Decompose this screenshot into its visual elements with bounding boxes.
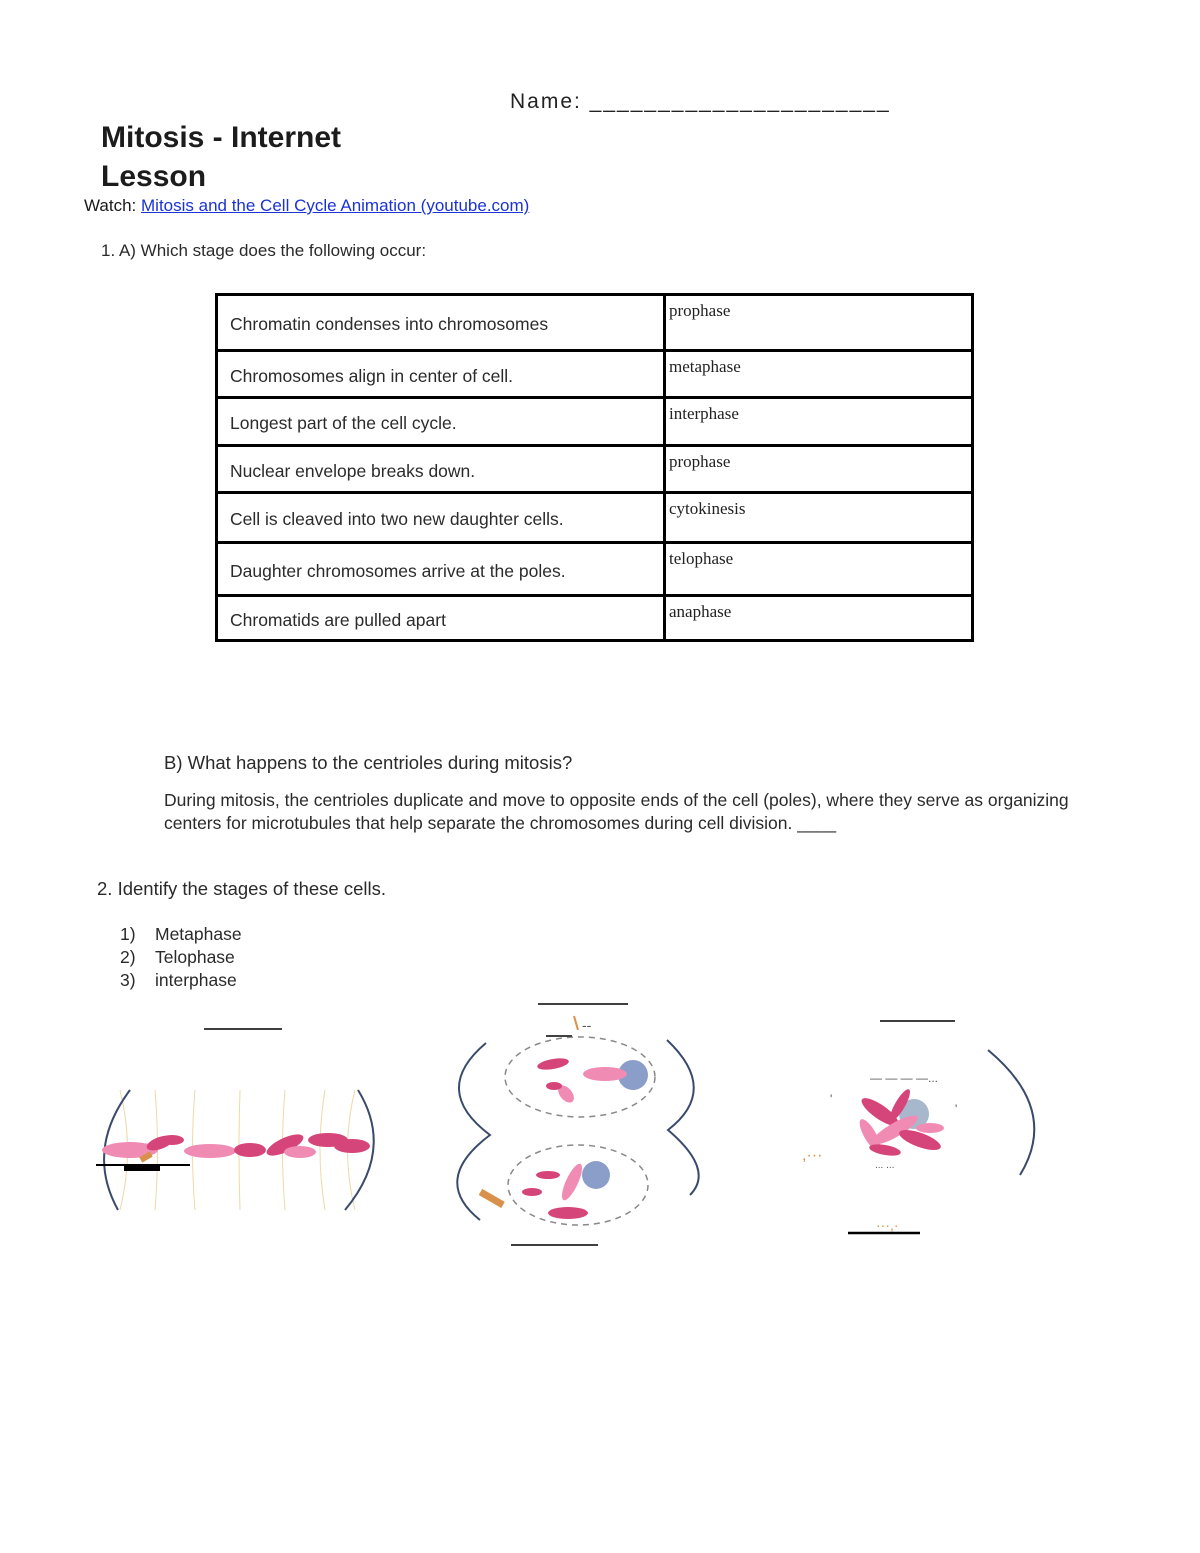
svg-text:': ' xyxy=(830,1092,833,1106)
event-cell: Chromatids are pulled apart xyxy=(218,597,666,639)
nucleolus xyxy=(582,1161,610,1189)
event-cell: Longest part of the cell cycle. xyxy=(218,399,666,444)
event-cell: Daughter chromosomes arrive at the poles. xyxy=(218,544,666,594)
aligned-chromosomes xyxy=(102,1130,370,1160)
event-cell: Cell is cleaved into two new daughter cells. xyxy=(218,494,666,541)
answer-cell: telophase xyxy=(669,549,734,568)
answer-cell: cytokinesis xyxy=(669,499,746,518)
answer-cell: anaphase xyxy=(669,602,732,621)
stage-answer-list xyxy=(120,923,242,992)
svg-text:': ' xyxy=(955,1102,958,1116)
svg-text:···,·: ···,· xyxy=(876,1217,899,1233)
watch-label: Watch: xyxy=(84,196,141,215)
table-row xyxy=(218,494,971,544)
table-row xyxy=(218,296,971,352)
table-row xyxy=(218,447,971,494)
page-title xyxy=(101,118,341,196)
svg-text:— — — —...: — — — —... xyxy=(870,1071,939,1085)
table-row xyxy=(218,597,971,639)
svg-text:--: -- xyxy=(582,1017,592,1033)
event-cell: Nuclear envelope breaks down. xyxy=(218,447,666,491)
table-row xyxy=(218,399,971,447)
watch-line xyxy=(84,196,529,216)
list-item: 3) interphase xyxy=(120,970,237,990)
question-b-answer: During mitosis, the centrioles duplicate and move to opposite ends of the cell (poles), where they serve as organizing centers for microtubules that help separate the chromosomes during cell division. ____ xyxy=(164,790,1069,833)
centriole: ,··· xyxy=(802,1147,823,1164)
table-row xyxy=(218,352,971,399)
list-item: 1) Metaphase xyxy=(120,924,242,944)
question-1a-prompt: 1. A) Which stage does the following occur: xyxy=(101,241,427,260)
name-field-label: Name: ______________________ xyxy=(510,90,891,113)
title-line-1: Mitosis - Internet xyxy=(101,121,342,154)
question-b-prompt: B) What happens to the centrioles during mitosis? xyxy=(164,752,573,773)
answer-cell: prophase xyxy=(669,301,731,320)
telophase-cell-illustration xyxy=(457,1004,698,1245)
list-item: 2) Telophase xyxy=(120,947,235,967)
event-cell: Chromatin condenses into chromosomes xyxy=(218,296,666,349)
event-cell: Chromosomes align in center of cell. xyxy=(218,352,666,396)
interphase-cell-illustration xyxy=(802,1021,1034,1233)
video-link[interactable]: Mitosis and the Cell Cycle Animation (youtube.com) xyxy=(141,196,530,215)
stage-table xyxy=(215,293,974,642)
answer-cell: interphase xyxy=(669,404,739,423)
metaphase-cell-illustration xyxy=(96,1029,374,1210)
question-2-prompt: 2. Identify the stages of these cells. xyxy=(97,878,386,899)
cell-membrane-right xyxy=(988,1050,1034,1175)
cell-membrane-right xyxy=(667,1040,699,1195)
answer-cell: metaphase xyxy=(669,357,741,376)
centriole xyxy=(479,1189,505,1208)
svg-text:... ...: ... ... xyxy=(875,1160,895,1171)
title-line-2: Lesson xyxy=(101,160,207,193)
cell-diagrams xyxy=(0,990,1200,1260)
table-row xyxy=(218,544,971,597)
answer-cell: prophase xyxy=(669,452,731,471)
